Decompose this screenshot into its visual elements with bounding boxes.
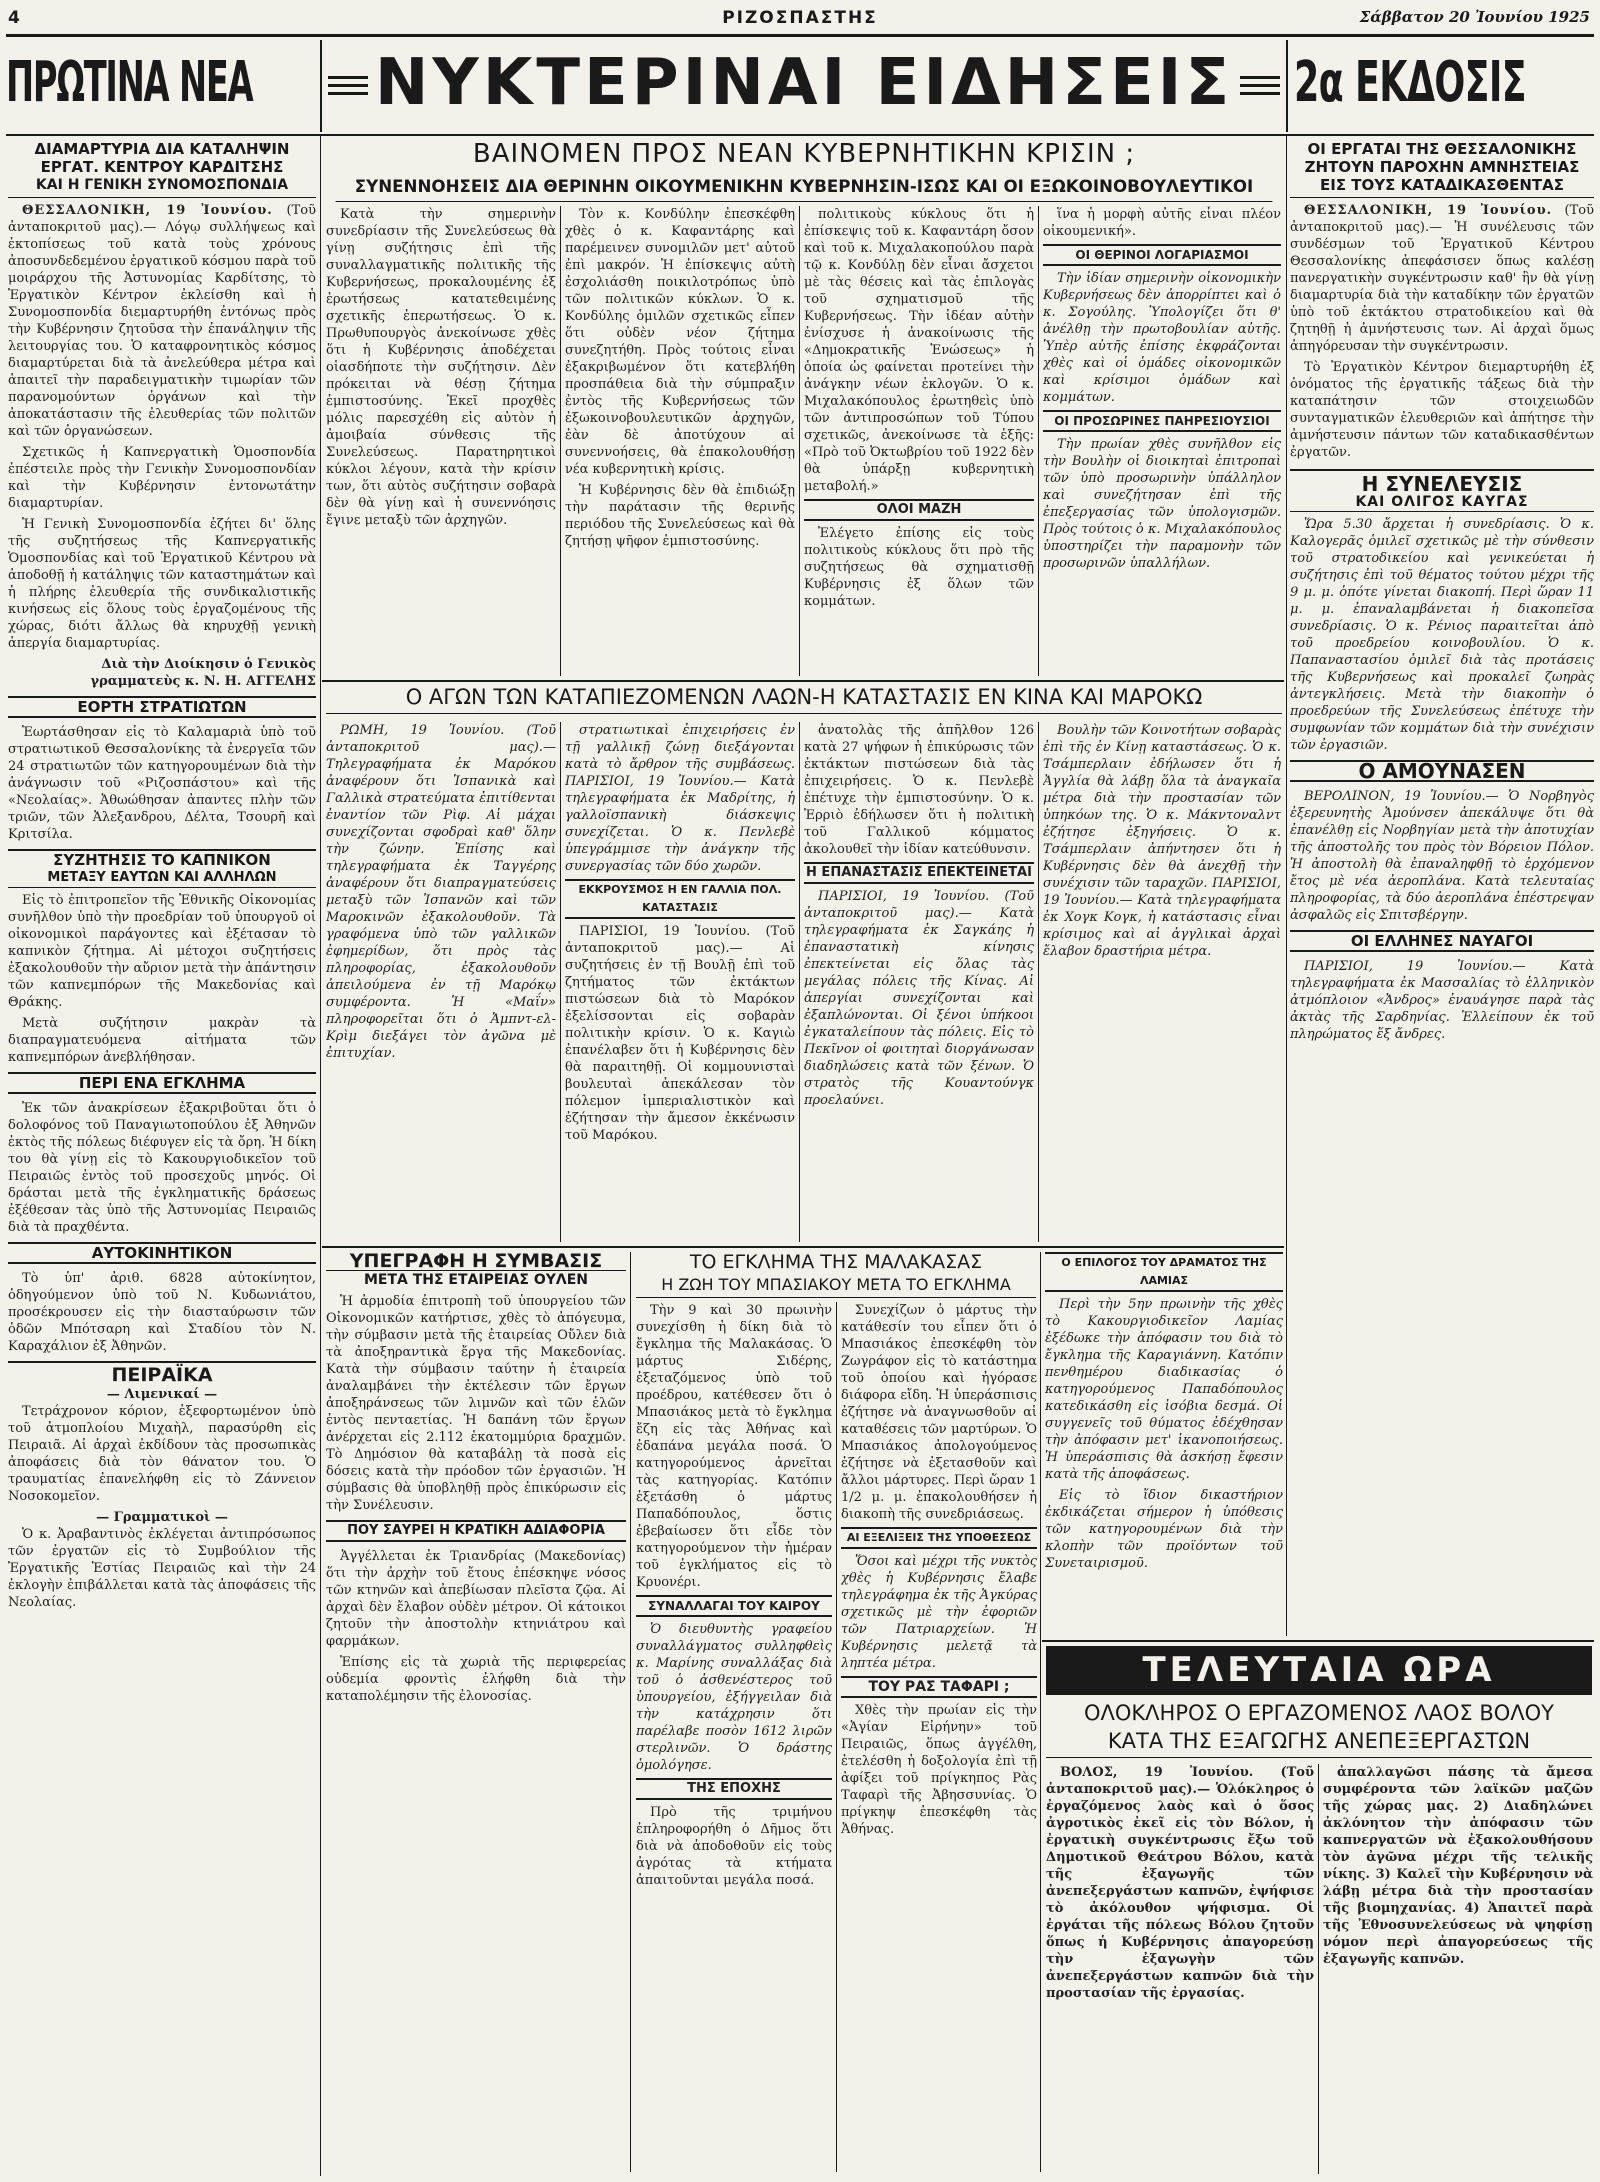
china-col-4-text: Βουλὴν τῶν Κοινοτήτων σοβαρὰς ἐπὶ τῆς ἐν Κίνῃ καταστάσεως. Ὁ κ. Τσάμπερλαιν ἐδήλωσεν ὅτι ἡ Ἀγγλία θὰ λάβῃ ὅλα τὰ ἀναγκαῖα μέτρα διὰ τὴν προστασίαν τῶν ὑπηκόων της. Ὁ κ. Μάκντοναλντ ἐζήτησε ἐξηγήσεις. Ὁ κ. Τσάμπερλαιν ἀπήντησεν ὅτι ἡ Κυβέρνησις δὲν θὰ ἀνεχθῇ τὴν συνέχισιν τῶν ταραχῶν. ΠΑΡΙΣΙΟΙ, 19 Ἰουνίου.— Κατὰ τηλεγραφήματα ἐκ Χογκ Κογκ, ἡ κατάστασις εἶναι κρίσιμος καὶ αἱ ἀγγλικαὶ ἀρχαὶ ἔλαβον δραστήρια μέτρα.: [1043, 723, 1281, 959]
center-top-col-4: [1043, 206, 1281, 676]
synallagai-body: Ὁ διευθυντὴς γραφείου συναλλάγματος συλληφθεὶς κ. Μαρίνης συναλλάξας διὰ τοῦ ὁ ἀσθενέστερος τοῦ ὑπουργείου, ἐξήγγειλαν διὰ τὴν κατάχρησιν ὅτι παρέλαβε ποσὸν 1612 λιρῶν στερλινῶν. Ὁ δράστης ὁμολόγησε.: [636, 1622, 832, 1773]
banner-center: [324, 40, 1284, 132]
adiaforia-headline: ΠΟΥ ΣΑΥΡΕΙ Η ΚΡΑΤΙΚΗ ΑΔΙΑΦΟΡΙΑ: [326, 1520, 626, 1542]
box-therinoi-body: Τὴν ἰδίαν σημερινὴν οἰκονομικὴν Κυβερνήσεως δὲν ἀπορρίπτει καὶ ὁ κ. Σογούλης. Ὑπολογίζει ὅτι θ' ἀνέλθῃ τὴν πρωτοβουλίαν αὐτῆς. Ὑπὲρ αὐτῆς ἐπίσης ἐκφράζονται χθὲς καὶ οἱ ὁμάδες οἰκονομικῶν καὶ κρίσιμοι ὁμάδων καὶ κομμάτων.: [1043, 271, 1281, 405]
right-body-5: ΠΑΡΙΣΙΟΙ, 19 Ἰουνίου.— Κατὰ τηλεγραφήματα ἐκ Μασσαλίας τὸ ἑλληνικὸν ἀτμόπλοιον «Ἀνδρος» ἐναυάγησε παρὰ τὰς ἀκτὰς τῆς Σαρδηνίας. Ἐλλείπουν ἐκ τοῦ πληρώματος ἕξ ἄνδρες.: [1290, 959, 1594, 1042]
treaty-subhead: ΜΕΤΑ ΤΗΣ ΕΤΑΙΡΕΙΑΣ ΟΥΛΕΝ: [363, 1272, 589, 1288]
box-prosorinoi-body: Τὴν πρωίαν χθὲς συνῆλθον εἰς τὴν Βουλὴν οἱ διοικηταὶ ἐπιτροπαὶ τῶν ὑπὸ προσωρινὴν ὑπάλληλον καὶ συνεζήτησαν ἐπὶ τῆς ἐπεξεργασίας τῶν ὑπολογισμῶν. Πρὸς τούτοις ὁ κ. Μιχαλακόπουλος ὑποστηρίζει τὴν παραμονὴν τῶν προσωρινῶν ὑπαλλήλων.: [1043, 437, 1281, 571]
left-body-1: (Τοῦ ἀνταποκριτοῦ μας).— Λόγῳ συλλήψεως καὶ ἐκτοπίσεως τοῦ κατὰ τοὺς χρόνους ἀποσυνδεδεμένου ἐργατικοῦ κόσμου παρὰ τοῦ μοιράρχου τῆς Ἀστυνομίας Καρδίτσης, τὸ Ἐργατικὸν Κέντρον ἐκλείσθη καὶ ἡ Συνομοσπονδία διεμαρτυρήθη ἐντόνως πρὸς τὴν Κυβέρνησιν ζητοῦσα τὴν ἐπανάληψιν τῆς λειτουργίας του. Ὁ καταφρονητικὸς κόσμος διαμαρτύρεται διὰ τὰ ἀνελεύθερα μέτρα καὶ ἀπαιτεῖ τὴν παραδειγματικὴν τιμωρίαν τῶν παρανομούντων ὀργάνων καὶ τὴν ἀποκατάστασιν τῆς ἐλευθερίας τῶν πολιτῶν καὶ τῶν ὀργανώσεων.: [8, 203, 316, 439]
synelefsis-subhead: ΚΑΙ ΟΛΙΓΟΣ ΚΑΥΓΑΣ: [1290, 493, 1594, 512]
left-body-9: Τετράχρονον κόριον, ἐξεφορτωμένον ὑπὸ τοῦ ἀτμοπλοίου Μιχαὴλ, παρασύρθη εἰς Πειραιᾶ. Αἰ ἀρχαὶ ἐκδίδουν τὰς προσωπικὰς ἀποφάσεις διὰ τὸν θάνατον του. Ὁ τραυματίας ἐπανελήφθη εἰς τὸ Ζάννειον Νοσοκομεῖον.: [8, 1404, 316, 1504]
center-headline: ΒΑΙΝΟΜΕΝ ΠΡΟΣ ΝΕΑΝ ΚΥΒΕΡΝΗΤΙΚΗΝ ΚΡΙΣΙΝ ;: [472, 139, 1136, 169]
synallagai-title: ΣΥΝΑΛΛΑΓΑΙ ΤΟΥ ΚΑΙΡΟΥ: [636, 1595, 832, 1617]
left-headline-3: ΚΑΙ Η ΓΕΝΙΚΗ ΣΥΝΟΜΟΣΠΟΝΔΙΑ: [8, 176, 316, 198]
center-col-1-text: Κατὰ τὴν σημερινὴν συνεδρίασιν τῆς Συνελεύσεως θὰ γίνῃ συζήτησις ἐπὶ τῆς συναλλαγματικῆς πολιτικῆς τῆς Κυβερνήσεως, προκαλουμένης ἐξ ἐρωτήσεως κατατεθειμένης σχετικῆς ἐπερωτήσεως. Ὁ κ. Πρωθυπουργὸς ἀνεκοίνωσε χθὲς ὅτι ἡ Κυβέρνησις ἀποδέχεται οἱασδήποτε τὴν συζήτησιν. Δὲν πρόκειται νὰ θέσῃ ζήτημα ἐμπιστοσύνης. Ἐκεῖ προχθὲς μόλις παρεσχέθη εἰς αὐτὸν ἡ ἀμοιβαία σύνθεσις τῆς Συνελεύσεως. Παρατηρητικοὶ κύκλοι λέγουν, κατὰ τὴν κρίσιν των, ὅτι αὐτὸς συζήτησιν σοβαρὰ δὲν θὰ γίνῃ καὶ ἡ συνεννόησις ἔγινε μεταξὺ τῶν ἀρχηγῶν.: [326, 207, 556, 528]
china-col-1-text: ΡΩΜΗ, 19 Ἰουνίου. (Τοῦ ἀνταποκριτοῦ μας).— Τηλεγραφήματα ἐκ Μαρόκου ἀναφέρουν ὅτι Ἱσπανικὰ καὶ Γαλλικὰ στρατεύματα ἐπιτίθενται ἐναντίον τῶν Ρὶφ. Αἱ μάχαι συνεχίζονται σφοδραὶ καθ' ὅλην τὴν ζώνην. Ἐπίσης καὶ τηλεγραφήματα ἐκ Ταγγέρης ἀναφέρουν ὅτι διαπραγματεύσεις μεταξὺ τῶν Ἰσπανῶν καὶ τῶν Μαροκινῶν ἐξακολουθοῦν. Τὰ γραφόμενα ὑπὸ τῶν γαλλικῶν ἐφημερίδων, ὅτι πρὸς τὰς πληροφορίας, ἐξακολουθοῦν ἀπειλούμενα ἐν τῇ Μαρόκῳ συμφέροντα. Ἡ «Μαΐν» πληροφορεῖται ὅτι ὁ Ἀμπντ-ελ-Κρὶμ διεξάγει τὸν ἀγῶνα μὲ ἐπιτυχίαν.: [326, 723, 556, 1061]
left-body-3: Ἡ Γενικὴ Συνομοσπονδία ἐζήτει δι' ὅλης τῆς συζητήσεως τῆς Καπνεργατικῆς Ὁμοσπονδίας καὶ τοῦ Ἐργατικοῦ Κέντρου νὰ ἀποδοθῇ ἡ κατάληψις τῶν καταστημάτων καὶ ἡ πλήρης ἐλευθερία τῆς συνδικαλιστικῆς κινήσεως εἰς ὅλους τοὺς ἐργαζομένους τῆς χώρας, διότι ἄλλως θὰ κηρυχθῇ γενικὴ ἀπεργία διαμαρτυρίας.: [8, 517, 316, 651]
lamia-body-2: Εἰς τὸ ἴδιον δικαστήριον ἐκδικάζεται σήμερον ἡ ὑπόθεσις τῶν κατηγορουμένων διὰ τὴν κλοπὴν τῶν προϊόντων τοῦ Συνεταιρισμοῦ.: [1045, 1488, 1283, 1571]
left-headline-peiraika: ΠΕΙΡΑΪΚΑ: [8, 1361, 316, 1384]
banner-left: [6, 40, 318, 132]
left-body-10: Ὁ κ. Ἀραβαντινὸς ἐκλέγεται ἀντιπρόσωπος τῶν ἐργατῶν εἰς τὸ Συμβούλιον τῆς Ἐργατικῆς Ἑστίας Πειραιῶς καὶ τὴν 24 ἐκλογὴν ἐπιβάλλεται κατὰ τὰς ἀποφάσεις τῆς Νεολαίας.: [8, 1527, 316, 1610]
epanastasis-title: Η ΕΠΑΝΑΣΤΑΣΙΣ ΕΠΕΚΤΕΙΝΕΤΑΙ: [804, 862, 1034, 884]
left-body-8: Τὸ ὑπ' ἀριθ. 6828 αὐτοκίνητον, ὁδηγούμενον ὑπὸ τοῦ Ν. Κυδωνιάτου, προσέκρουσεν εἰς τὴν διασταύρωσιν τῶν ὁδῶν Μπότσαρη καὶ Σταδίου τὸν Ν. Καραχάλιον ἐξ Ἀθηνῶν.: [8, 1271, 316, 1354]
left-body-6: Μετὰ συζήτησιν μακρὰν τὰ διαπραγματευόμενα αἰτήματα τῶν καπνεμπόρων ἀνεβλήθησαν.: [8, 1016, 316, 1065]
left-headline-kapnikon: ΣΥΖΗΤΗΣΙΣ ΤΟ ΚΑΠΝΙΚΟΝ: [8, 849, 316, 869]
teleutaia-col-1-text: ΒΟΛΟΣ, 19 Ἰουνίου. (Τοῦ ἀνταποκριτοῦ μας).— Ὁλόκληρος ὁ ἐργαζόμενος λαὸς καὶ ὁ ὅσος ἀγροτικὸς ἐκεῖ εἰς τὸν Βόλον, ἡ ἐργατικὴ συγκέντρωσις ἔξω τοῦ Δημοτικοῦ Θεάτρου Βόλου, κατὰ τῆς ἐξαγωγῆς τῶν ἀνεπεξεργάστων καπνῶν, ἐψήφισε τὸ ἀκόλουθον ψήφισμα. Οἱ ἐργάται τῆς πόλεως Βόλου ζητοῦν ὅπως ἡ Κυβέρνησις ἀπαγορεύσῃ τὴν ἐξαγωγὴν τῶν ἀνεπεξεργάστων καπνῶν διὰ τὴν προστασίαν τῆς ἐργασίας.: [1046, 1765, 1314, 2001]
center-col-4-text: ἵνα ἡ μορφὴ αὐτῆς εἶναι πλέον οἰκουμενική».: [1043, 207, 1281, 239]
left-column: [8, 140, 316, 2176]
left-body-7: Ἐκ τῶν ἀνακρίσεων ἐξακριβοῦται ὅτι ὁ δολοφόνος τοῦ Παναγιωτοπούλου ἐξ Ἀθηνῶν ἐκτὸς τῆς πόλεως διέφυγεν εἰς τὰ ὄρη. Ἡ δίκη του θὰ γίνῃ εἰς τὸ Κακουργιοδικεῖον τοῦ Πειραιῶς ἐντὸς τοῦ προσεχοῦς μηνός. Οἱ δράσται μετὰ τῆς ἐγκληματικῆς δράσεως ἐξέθεσαν τὰς ὑπὸ τῆς Ἀστυνομίας Πειραιῶς διὰ τὰ πραχθέντα.: [8, 1101, 316, 1235]
left-subhead-kapnikon: ΜΕΤΑΞΥ ΕΑΥΤΩΝ ΚΑΙ ΑΛΛΗΛΩΝ: [8, 869, 316, 888]
col-rule-left: [320, 136, 321, 2176]
center-subhead: ΣΥΝΕΝΝΟΗΣΕΙΣ ΔΙΑ ΘΕΡΙΝΗΝ ΟΙΚΟΥΜΕΝΙΚΗΝ ΚΥΒΕΡΝΗΣΙΝ-ΙΣΩΣ ΚΑΙ ΟΙ ΕΞΩΚΟΙΝΟΒΟΥΛΕΥΤΙΚΟΙ: [336, 178, 1273, 202]
box-therinoi-title: ΟΙ ΘΕΡΙΝΟΙ ΛΟΓΑΡΙΑΣΜΟΙ: [1043, 244, 1281, 266]
right-dateline: ΘΕΣΣΑΛΟΝΙΚΗ, 19 Ἰουνίου.: [1304, 203, 1553, 218]
epanastasis-body: ΠΑΡΙΣΙΟΙ, 19 Ἰουνίου. (Τοῦ ἀνταποκριτοῦ μας).— Κατὰ τηλεγραφήματα ἐκ Σαγκάης ἡ ἐπαναστατικὴ κίνησις ἐπεκτείνεται εἰς ὅλας τὰς μεγάλας πόλεις τῆς Κίνας. Αἱ ἀπεργίαι συνεχίζονται καὶ ἐξαπλώνονται. Οἱ ξένοι ὑπήκοοι ἐγκαταλείπουν τὰς πόλεις. Εἰς τὸ Πεκῖνον οἱ φοιτηταὶ διοργάνωσαν διαδηλώσεις κατὰ τῶν ξένων. Ὁ στρατὸς τῆς Κουαντούνγκ προελαύνει.: [804, 889, 1034, 1108]
box-prosorinoi-title: ΟΙ ΠΡΟΣΩΡΙΝΕΣ ΠΑΗΡΕΣΙΟΥΣΙΟΙ: [1043, 410, 1281, 432]
malakasa-headline-2: Η ΖΩΗ ΤΟΥ ΜΠΑΣΙΑΚΟΥ ΜΕΤΑ ΤΟ ΕΓΚΛΗΜΑ: [636, 1276, 1036, 1298]
right-headline-3: ΕΙΣ ΤΟΥΣ ΚΑΤΑΔΙΚΑΣΘΕΝΤΑΣ: [1290, 176, 1594, 198]
treaty-body-3: Ἐπίσης εἰς τὰ χωριὰ τῆς περιφερείας οὐδεμία φροντὶς ἐλήφθη διὰ τὴν καταπολέμησιν τῆς ἐλονοσίας.: [326, 1655, 626, 1704]
lamia-body: Περὶ τὴν 5ην πρωινὴν τῆς χθὲς τὸ Κακουργιοδικεῖον Λαμίας ἐξέδωκε τὴν ἀπόφασιν του διὰ τὸ ἔγκλημα τῆς Καραγιάννη. Κατόπιν πενθημέρου διαδικασίας ὁ κατηγορούμενος Παπαδόπουλος κατεδικάσθη εἰς ἰσόβια δεσμά. Οἱ συγγενεῖς τοῦ θύματος ἐδέχθησαν τὴν ἀπόφασιν μετ' ἱκανοποιήσεως. Ἡ ὑπεράσπισις θὰ ἀσκήσῃ ἔφεσιν κατὰ τῆς ἀποφάσεως.: [1045, 1297, 1283, 1482]
masthead-rule: [6, 34, 1594, 37]
malakasa-col-2-text: Συνεχίζων ὁ μάρτυς τὴν κατάθεσίν του εἶπεν ὅτι ὁ Μπασιάκος ἐπεσκέφθη τὸν Ζωγράφον εἰς τὸ κατάστημα τοῦ ὁποίου καὶ ἠγόρασε διάφορα εἴδη. Ἡ ὑπεράσπισις ἐζήτησε νὰ ἀναγνωσθοῦν αἱ καταθέσεις τῶν μαρτύρων. Ὁ Μπασιάκος ἀπολογούμενος ἐζήτησε νὰ ἐξετασθοῦν καὶ ἄλλοι μάρτυρες. Περὶ ὥραν 1 1/2 μ. μ. ἐπακολουθήσεν ἡ διακοπὴ τῆς συνεδριάσεως.: [841, 1303, 1037, 1522]
epochis-title: ΤΗΣ ΕΠΟΧΗΣ: [636, 1778, 832, 1800]
treaty-body-2: Ἀγγέλλεται ἐκ Τριανδρίας (Μακεδονίας) ὅτι τὴν ἀρχὴν τοῦ ἔτους ἐπέσκηψε νόσος τῶν κτηνῶν καὶ ἀπεβίωσαν πλεῖστα ζῷα. Αἱ ἀρχαὶ δὲν ἔλαβον οὐδὲν μέτρον. Οἱ κάτοικοι ζητοῦν τὴν ἀποστολὴν κτηνιάτρου καὶ φαρμάκων.: [326, 1549, 626, 1649]
left-sub-2: — Γραμματικοὶ —: [96, 1510, 228, 1525]
banner-bottom-rule: [6, 134, 1594, 136]
teleutaia-banner: [1046, 1646, 1592, 1696]
malakasa-headline-1: ΤΟ ΕΓΚΛΗΜΑ ΤΗΣ ΜΑΛΑΚΑΣΑΣ: [689, 1251, 983, 1273]
treaty-headline: ΥΠΕΓΡΑΦΗ Η ΣΥΜΒΑΣΙΣ: [326, 1252, 626, 1271]
center-col-2-text: Τὸν κ. Κονδύλην ἐπεσκέφθη χθὲς ὁ κ. Καφαντάρης καὶ παρέμεινεν συνομιλῶν μετ' αὐτοῦ ἐπὶ μακρόν. Ἡ ἐπίσκεψις αὐτὴ ἐσχολιάσθη ποικιλοτρόπως ὑπὸ τῶν πολιτικῶν κύκλων. Ὁ κ. Κονδύλης ὁμιλῶν σχετικῶς εἶπεν ὅτι οὐδὲν νέον ζήτημα συνεζητήθη. Πρὸς τούτοις εἶναι ἐξακριβωμένον ὅτι κατεβλήθη προσπάθεια διὰ τὴν σύμπραξιν ἐντὸς τῆς Κυβερνήσεως τῶν ἐξωκοινοβουλευτικῶν ἀρχηγῶν, ἐὰν δὲ ἀποτύχουν αἱ συνεννοήσεις, θὰ ἐπακολουθήσῃ νέα κυβερνητικὴ κρίσις.: [565, 207, 795, 477]
right-body-1: (Τοῦ ἀνταποκριτοῦ μας).— Ἡ συνέλευσις τῶν συνδέσμων τοῦ Ἐργατικοῦ Κέντρου Θεσσαλονίκης ἀπεφάσισεν ὅπως καλέσῃ πανεργατικὴν συγκέντρωσιν καθ' ἣν θὰ γίνῃ διαμαρτυρία διὰ τὴν καταδίκην τῶν ἐργατῶν ὑπὸ τοῦ ἐκτάκτου στρατοδικείου καὶ θὰ ζητηθῇ ἡ ἀμνήστευσις των. Αἱ ἀρχαὶ ὅμως ἀπηγόρευσαν τὴν συγκέντρωσιν.: [1290, 203, 1594, 354]
china-col-2: [565, 722, 795, 1242]
malakasa-col-1-text: Τὴν 9 καὶ 30 πρωινὴν συνεχίσθη ἡ δίκη διὰ τὸ ἔγκλημα τῆς Μαλακάσας. Ὁ μάρτυς Σιδέρης, ἐξεταζόμενος ὑπὸ τοῦ προέδρου, κατέθεσεν ὅτι ὁ Μπασιάκος μετὰ τὸ ἔγκλημα ἔζη εἰς τὰς Ἀθήνας καὶ ἐδαπάνα μεγάλα ποσά. Ὁ κατηγορούμενος ἀρνεῖται τὰς κατηγορίας. Κατόπιν ἐξετάσθη ὁ μάρτυς Παπαδόπουλος, ὅστις ἐβεβαίωσεν ὅτι εἶδε τὸν κατηγορούμενον τὴν ἡμέραν τοῦ ἐγκλήματος εἰς τὸ Κρυονέρι.: [636, 1303, 832, 1590]
left-body-2: Σχετικῶς ἡ Καπνεργατικὴ Ὁμοσπονδία ἐπέστειλε πρὸς τὴν Γενικὴν Συνομοσπονδίαν καὶ τὴν Κυβέρνησιν ἐντονωτάτην διαμαρτυρίαν.: [8, 445, 316, 511]
lamia-headline: Ο ΕΠΙΛΟΓΟΣ ΤΟΥ ΔΡΑΜΑΤΟΣ ΤΗΣ ΛΑΜΙΑΣ: [1045, 1252, 1283, 1292]
china-col-4: [1043, 722, 1281, 1242]
paper-name: ΡΙΖΟΣΠΑΣΤΗΣ: [722, 8, 878, 28]
center-top-col-2: [565, 206, 795, 676]
exelixeis-body: Ὅσοι καὶ μέχρι τῆς νυκτὸς χθὲς ἡ Κυβέρνησις ἔλαβε τηλεγράφημα ἐκ τῆς Ἀγκύρας σχετικῶς μὲ τὴν ἐφοριῶν τῶν Πατριαρχείων. Ἡ Κυβέρνησις μελετᾷ τὰ ληπτέα μέτρα.: [841, 1554, 1037, 1671]
banner-center-text: ΝΥΚΤΕΡΙΝΑΙ ΕΙΔΗΣΕΙΣ: [374, 46, 1234, 120]
right-headline-1: ΟΙ ΕΡΓΑΤΑΙ ΤΗΣ ΘΕΣΣΑΛΟΝΙΚΗΣ: [1307, 140, 1577, 158]
treaty-body: Ἡ ἀρμοδία ἐπιτροπὴ τοῦ ὑπουργείου τῶν Οἰκονομικῶν κατήρτισε, χθὲς τὸ ἀπόγευμα, τὴν σύμβασιν μετὰ τῆς ἐταιρείας Οὔλεν διὰ τὰ ἀποξηραντικὰ ἔργα τῆς Μακεδονίας. Κατὰ τὴν σύμβασιν ταύτην ἡ ἑταιρεία ἀναλαμβάνει τὴν ἐκτέλεσιν τῶν ἔργων ἀποξηράνσεως τῶν λιμνῶν καὶ τῶν ἑλῶν ἐντὸς πενταετίας. Ἡ δαπάνη τῶν ἔργων ἀνέρχεται εἰς 2.112 ἑκατομμύρια δραχμῶν. Τὸ Δημόσιον θὰ καταβάλῃ τὰ ποσὰ εἰς δόσεις κατὰ τὴν πρόοδον τῶν ἐργασιῶν. Ἡ σύμβασις θὰ ὑποβληθῇ πρὸς ἐπικύρωσιν εἰς τὴν Συνέλευσιν.: [326, 1294, 626, 1513]
right-body-3: Ὥρα 5.30 ἄρχεται ἡ συνεδρίασις. Ὁ κ. Καλογερᾶς ὁμιλεῖ σχετικῶς μὲ τὴν σύνθεσιν τοῦ στρατοδικείου καὶ γενικεύεται ἡ συζήτησις ἐπὶ τοῦ θέματος τούτου μέχρι τῆς 9 μ. μ. ὁπότε γίνεται διακοπή. Περὶ ὥραν 11 μ. μ. ἐπαναλαμβάνεται ἡ διακοπεῖσα συνεδρίασις. Ὁ κ. Ρένιος παραιτεῖται ἀπὸ τοῦ προεδρείου κοινοβουλίου. Ὁ κ. Παπαναστασίου ὁμιλεῖ διὰ τὰς προτάσεις τῆς Κυβερνήσεως καὶ προκαλεῖ ζωηρὰς ἀντεγκλήσεις. Μετὰ τὴν διακοπὴν ὁ προεδρεύων τῆς Συνελεύσεως ἐπέτυχε τὴν συμφωνίαν τῶν κομμάτων διὰ τὴν συνέχισιν τῶν ἐργασιῶν.: [1290, 517, 1594, 753]
teleutaia-col-2-text: ἀπαλλαγῶσι πάσης τὰ ἄμεσα συμφέροντα τῶν λαϊκῶν μαζῶν τῆς χώρας μας. 2) Διαδηλώνει ἀκλόνητον τὴν ἀπόφασιν τῶν καπνεργατῶν νὰ ἐξακολουθήσουν τὸν ἀγῶνα μέχρι τῆς τελικῆς νίκης. 3) Καλεῖ τὴν Κυβέρνησιν νὰ λάβῃ μέτρα διὰ τὴν προστασίαν τῆς βιομηχανίας. 4) Ἀπαιτεῖ παρὰ τῆς Ἐθνοσυνελεύσεως νὰ ψηφίσῃ νόμον περὶ ἀπαγορεύσεως τῆς ἐξαγωγῆς καπνῶν.: [1323, 1765, 1593, 1967]
left-headline-egklima: ΠΕΡΙ ΕΝΑ ΕΓΚΛΗΜΑ: [8, 1072, 316, 1094]
banner-right: [1290, 40, 1594, 132]
right-body-4: ΒΕΡΟΛΙΝΟΝ, 19 Ἰουνίου.— Ὁ Νορβηγὸς ἐξερευνητὴς Ἀμούνσεν ἀπεκάλυψε ὅτι θὰ ἐπανέλθῃ εἰς Νορβηγίαν μετὰ τὴν ἀποτυχίαν τῆς ἀποστολῆς του πρὸς τὸν Βόρειον Πόλον. Ἡ ἀποστολὴ θὰ ἐπαναληφθῇ τὸ ἐρχόμενον ἔτος μὲ νέα ἀεροπλάνα. Κατὰ τελευταίας πληροφορίας, τὰ δύο ἀεροπλάνα ἐπέστρεψαν ἀσφαλῶς εἰς Σπιτσβέργην.: [1290, 789, 1594, 923]
center-top-col-1: [326, 206, 556, 676]
teleutaia-headline-2: ΚΑΤΑ ΤΗΣ ΕΞΑΓΩΓΗΣ ΑΝΕΠΕΞΕΡΓΑΣΤΩΝ: [1046, 1730, 1592, 1758]
epochis-body: Πρὸ τῆς τριμήνου ἐπληροφορήθη ὁ Δῆμος ὅτι διὰ νὰ ἀποδοθοῦν εἰς τοὺς ἀγρότας τὰ κτήματα ἀπαιτοῦνται μεγάλα ποσά.: [636, 1805, 832, 1888]
left-body-4: Ἑωρτάσθησαν εἰς τὸ Καλαμαριὰ ὑπὸ τοῦ στρατιωτικοῦ Θεσσαλονίκης τὰ ἐνεργεῖα τῶν 24 στρατιωτῶν τῶν κατηγορουμένων διὰ τὴν ἀνάγνωσιν τοῦ «Ριζοσπάστου» καὶ τῆς «Νεολαίας». Ἀθωώθησαν ἀπαντες πλὴν τῶν τριῶν, τῶν Ἀλεξανδρου, Δέλτα, Τσουρῆ καὶ Κριτσίλα.: [8, 725, 316, 842]
china-col-2-text: στρατιωτικαὶ ἐπιχειρήσεις ἐν τῇ γαλλικῇ ζώνῃ διεξάγονται κατὰ τὸ ἄρθρον τῆς συμβάσεως. ΠΑΡΙΣΙΟΙ, 19 Ἰουνίου.— Κατὰ τηλεγραφήματα ἐκ Μαδρίτης, ἡ γαλλοϊσπανικὴ διάσκεψις συνεχίζεται. Ὁ κ. Πενλεβὲ ὑπεγράμμισε τὴν ἀνάγκην τῆς συνεργασίας τῶν δύο χωρῶν.: [565, 723, 795, 874]
tafari-body: Χθὲς τὴν πρωίαν εἰς τὴν «Ἀγίαν Εἰρήνην» τοῦ Πειραιῶς, ὅπως ἀγγέλθη, ἐτελέσθη ἡ δοξολογία ἐπὶ τῇ ἀφίξει τοῦ πρίγκηπος Ρὰς Ταφαρὶ τῆς Ἀβησσυνίας. Ὁ πρίγκηψ ἐπεσκέφθη τὰς Ἀθήνας.: [841, 1703, 1037, 1837]
china-box-body: ΠΑΡΙΣΙΟΙ, 19 Ἰουνίου. (Τοῦ ἀνταποκριτοῦ μας).— Αἱ συζητήσεις ἐν τῇ Βουλῇ ἐπὶ τοῦ ζητήματος τῶν ἐκτάκτων πιστώσεων διὰ τὸ Μαρόκον ἐξελίσσονται εἰς σοβαρὰν πολιτικὴν κρίσιν. Ὁ κ. Καγιὼ ἐπανέλαβεν ὅτι ἡ Κυβέρνησις δὲν θὰ παραιτηθῇ. Οἱ κομμουνισταὶ βουλευταὶ ἀπεκάλεσαν τὸν πόλεμον ἰμπεριαλιστικὸν καὶ ἐζήτησαν τὴν ἄμεσον ἐκκένωσιν τοῦ Μαρόκου.: [565, 924, 795, 1143]
china-col-1: [326, 722, 556, 1242]
amounsen-headline: Ο ΑΜΟΥΝΑΣΕΝ: [1290, 760, 1594, 782]
malakasa-col-2: [841, 1302, 1037, 2172]
center-top-col-3: [804, 206, 1034, 676]
left-signature: Διὰ τὴν Διοίκησιν ὁ Γενικὸς γραμματεὺς κ. Ν. Η. ΑΓΓΕΛΗΣ: [90, 657, 316, 689]
teleutaia-col-1: [1046, 1764, 1314, 2174]
china-col-3: [804, 722, 1034, 1242]
left-dateline: ΘΕΣΣΑΛΟΝΙΚΗ, 19 Ἰουνίου.: [22, 203, 273, 218]
banner-right-text: 2α ΕΚΔΟΣΙΣ: [1294, 50, 1526, 115]
left-headline-1: ΔΙΑΜΑΡΤΥΡΙΑ ΔΙΑ ΚΑΤΑΛΗΨΙΝ: [34, 140, 290, 158]
issue-date: Σάββατον 20 Ἰουνίου 1925: [1359, 8, 1590, 26]
malakasa-col-1: [636, 1302, 832, 2172]
treaty-section: [326, 1252, 626, 2172]
left-headline-eorti: ΕΟΡΤΗ ΣΤΡΑΤΙΩΤΩΝ: [8, 696, 316, 718]
center-col-2-extra: Ἡ Κυβέρνησις δὲν θὰ ἐπιδιώξῃ τὴν παράτασιν τῆς θερινῆς περιόδου τῆς Συνελεύσεως καὶ θὰ ζητήσῃ ψῆφον ἐμπιστοσύνης.: [565, 483, 795, 549]
right-headline-2: ΖΗΤΟΥΝ ΠΑΡΟΧΗΝ ΑΜΝΗΣΤΕΙΑΣ: [1304, 158, 1580, 176]
left-sub-1: — Λιμενικαί —: [106, 1387, 218, 1402]
left-body-5: Εἰς τὸ ἐπιτροπεῖον τῆς Ἐθνικῆς Οἰκονομίας συνῆλθον ὑπὸ τὴν προεδρίαν τοῦ ὑπουργοῦ οἱ οἰκονομικοὶ παράγοντες καὶ ἐξέτασαν τὸ καπνικὸν ζήτημα. Αἱ μέτοχοι συζητήσεις ἐξακολουθοῦν τὴν αὔριον μετὰ τὴν ἀπάντησιν τῶν καπνεμπόρων τῆς Μακεδονίας καὶ Θράκης.: [8, 893, 316, 1010]
banner-divider-left: [320, 40, 322, 132]
tafari-title: ΤΟΥ ΡΑΣ ΤΑΦΑΡΙ ;: [841, 1676, 1037, 1698]
teleutaia-banner-text: ΤΕΛΕΥΤΑΙΑ ΩΡΑ: [1046, 1646, 1592, 1695]
right-body-2: Τὸ Ἐργατικὸν Κέντρον διεμαρτυρήθη ἐξ ὀνόματος τῆς ἐργατικῆς τάξεως διὰ τὴν καταπάτησιν τῶν στοιχειωδῶν συνταγματικῶν ἐλευθεριῶν καὶ ἀπήτησε τὴν ἀμνήστευσιν πάντων τῶν καταδικασθέντων ἐργατῶν.: [1290, 360, 1594, 460]
banner-divider-right: [1286, 40, 1288, 132]
left-headline-2: ΕΡΓΑΤ. ΚΕΝΤΡΟΥ ΚΑΡΔΙΤΣΗΣ: [40, 158, 284, 176]
teleutaia-headline-1: ΟΛΟΚΛΗΡΟΣ Ο ΕΡΓΑΖΟΜΕΝΟΣ ΛΑΟΣ ΒΟΛΟΥ: [1083, 1701, 1555, 1725]
center-col-3-text: πολιτικοὺς κύκλους ὅτι ἡ ἐπίσκεψις τοῦ κ. Καφαντάρη ὄσον καὶ τοῦ κ. Μιχαλακοπούλου παρὰ τῷ κ. Κονδύλῃ δὲν εἶναι ἄσχετοι μὲ τὰς θέσεις καὶ τὰς ἐπιλογὰς τοῦ σχηματισμοῦ τῆς Κυβερνήσεως. Τὴν ἰδέαν αὐτὴν ἐνίσχυσε ἡ ἀνακοίνωσις τῆς «Δημοκρατικῆς Ἑνώσεως» ἡ ὁποία ὡς φαίνεται προτείνει τὴν ἀνάγκην νέων ἐκλογῶν. Ὁ κ. Μιχαλακόπουλος ἐρωτηθεὶς ὑπὸ τῶν ἀντιπροσώπων τοῦ Τύπου σχετικῶς, ἀνεκοίνωσε τὰ ἑξῆς: «Πρὸ τοῦ Ὀκτωβρίου τοῦ 1922 δὲν θὰ ὑπάρξῃ κυβερνητικὴ μεταβολή.»: [804, 207, 1034, 494]
teleutaia-col-2: [1323, 1764, 1593, 2174]
page-number: 4: [8, 8, 20, 28]
right-column: [1290, 140, 1594, 1490]
olois-mazi-body: Ἐλέγετο ἐπίσης εἰς τοὺς πολιτικοὺς κύκλους ὅτι πρὸ τῆς συζητήσεως θὰ σχηματισθῇ Κυβέρνησις ἐξ ὅλων τῶν κομμάτων.: [804, 526, 1034, 609]
synelefsis-headline: Η ΣΥΝΕΛΕΥΣΙΣ: [1290, 469, 1594, 493]
nauagoi-headline: ΟΙ ΕΛΛΗΝΕΣ ΝΑΥΑΓΟΙ: [1290, 930, 1594, 952]
china-headline: Ο ΑΓΩΝ ΤΩΝ ΚΑΤΑΠΙΕΖΟΜΕΝΩΝ ΛΑΩΝ-Η ΚΑΤΑΣΤΑΣΙΣ ΕΝ ΚΙΝΑ ΚΑΙ ΜΑΡΟΚΩ: [326, 686, 1282, 714]
olois-mazi-headline: ΟΛΟΙ ΜΑΖΗ: [804, 499, 1034, 521]
left-headline-autokinitikon: ΑΥΤΟΚΙΝΗΤΙΚΟΝ: [8, 1242, 316, 1264]
col-rule-right: [1286, 136, 1287, 1636]
china-col-3-text: ἀνατολὰς τῆς ἀπῆλθον 126 κατὰ 27 ψήφων ἡ ἐπικύρωσις τῶν ἐκτάκτων πιστώσεων διὰ τὰς ἐπιχειρήσεις. Ὁ κ. Πενλεβὲ ἐπέτυχε τὴν ἐμπιστοσύνην. Ὁ κ. Ἐρριὸ ἐδήλωσεν ὅτι ἡ πολιτικὴ τοῦ Γαλλικοῦ κόμματος ἀκολουθεῖ τὴν ἰδίαν κατεύθυνσιν.: [804, 723, 1034, 857]
banner-left-text: ΠΡΩΤΙΝΑ ΝΕΑ: [6, 50, 253, 115]
exelixeis-title: ΑΙ ΕΞΕΛΙΞΕΙΣ ΤΗΣ ΥΠΟΘΕΣΕΩΣ: [841, 1527, 1037, 1549]
china-box-title: ΕΚΚΡΟΥΣΜΟΣ Η ΕΝ ΓΑΛΛΙΑ ΠΟΛ. ΚΑΤΑΣΤΑΣΙΣ: [565, 879, 795, 919]
